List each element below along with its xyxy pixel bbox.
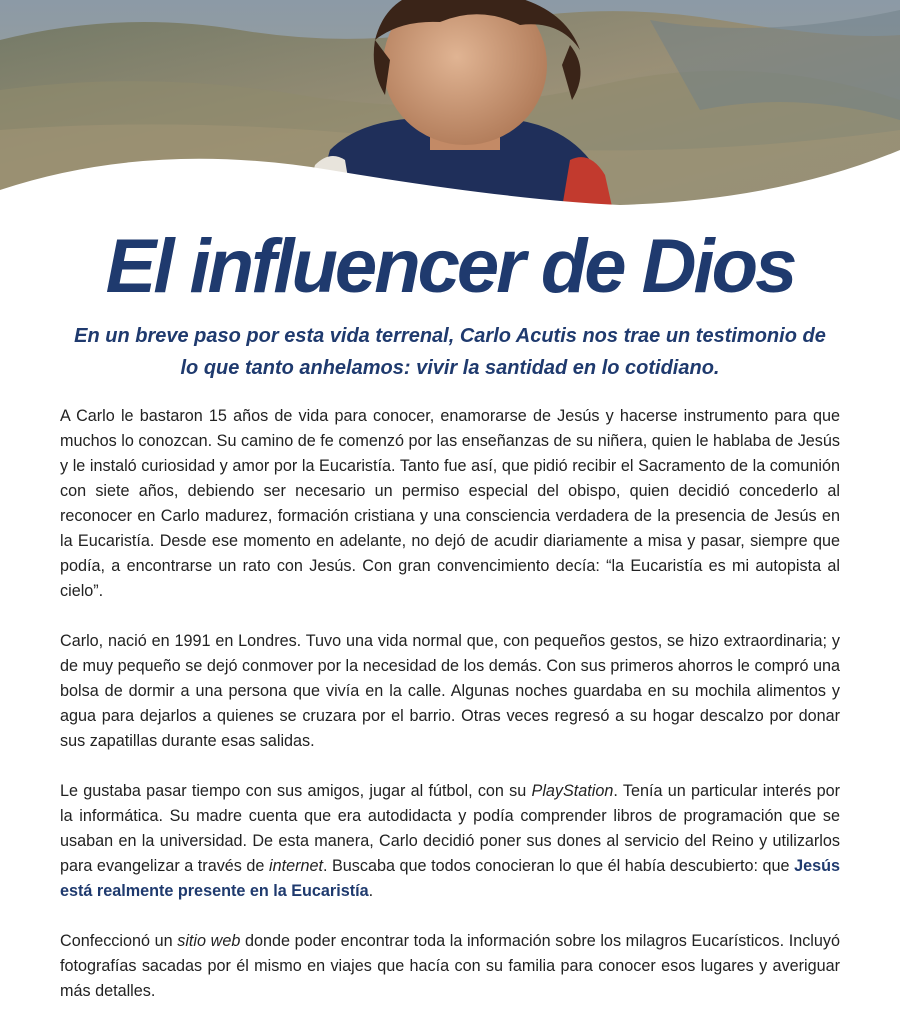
p4-text-1: Confeccionó un xyxy=(60,932,178,950)
paragraph-3 xyxy=(60,779,840,904)
article-body xyxy=(60,404,840,1029)
hero-photo xyxy=(0,0,900,220)
p3-highlight: Jesús está realmente presente en la Eucaristía xyxy=(60,857,840,900)
paragraph-4 xyxy=(60,929,840,1004)
p3-text-3: . Buscaba que todos conocieran lo que él había descubierto: que xyxy=(322,857,795,875)
p4-sitio-web: sitio web xyxy=(177,932,241,950)
p3-text-1: Le gustaba pasar tiempo con sus amigos, jugar al fútbol, con su xyxy=(60,782,532,800)
p3-internet: internet xyxy=(268,857,323,875)
article-title: El influencer de Dios xyxy=(105,224,795,309)
p3-playstation: PlayStation xyxy=(531,782,614,800)
paragraph-2: Carlo, nació en 1991 en Londres. Tuvo una vida normal que, con pequeños gestos, se hizo extraordinaria; y de muy pequeño se dejó conmover por la necesidad de los demás. Con sus primeros ahorros le compró una bolsa de dormir a una persona que vivía en la calle. Algunas noches guardaba en su mochila alimentos y agua para dejarlos a quienes se cruzara por el barrio. Otras veces regresó a su hogar descalzo por donar sus zapatillas durante esas salidas. xyxy=(60,632,840,750)
paragraph-1: A Carlo le bastaron 15 años de vida para conocer, enamorarse de Jesús y hacerse instrumento para que muchos lo conozcan. Su camino de fe comenzó por las enseñanzas de su niñera, quien le hablaba de Jesús y le instaló curiosidad y amor por la Eucaristía. Tanto fue así, que pidió recibir el Sacramento de la comunión con siete años, debiendo ser necesario un permiso especial del obispo, quien decidió concederlo al reconocer en Carlo madurez, formación cristiana y una consciencia verdadera de la presencia de Jesús en la Eucaristía. Desde ese momento en adelante, no dejó de acudir diariamente a misa y pasar, siempre que podía, a encontrarse un rato con Jesús. Con gran convencimiento decía: “la Eucaristía es mi autopista al cielo”. xyxy=(60,407,840,600)
p4-text-2: donde poder encontrar toda la información sobre los milagros Eucarísticos. Incluyó fotografías sacadas por él mismo en viajes que hacía con su familia para conocer esos lugares y averiguar más detalles. xyxy=(60,932,840,1000)
article-subtitle: En un breve paso por esta vida terrenal, Carlo Acutis nos trae un testimonio de lo que tanto anhelamos: vivir la santidad en lo cotidiano. xyxy=(74,325,826,379)
p3-text-2: . Tenía un particular interés por la informática. Su madre cuenta que era autodidacta y podía comprender libros de programación que se usaban en la universidad. De esta manera, Carlo decidió poner sus dones al servicio del Reino y utilizarlos para evangelizar a través de xyxy=(60,782,841,875)
p3-text-4: . xyxy=(368,882,374,900)
hero-photo-illustration xyxy=(0,0,900,220)
